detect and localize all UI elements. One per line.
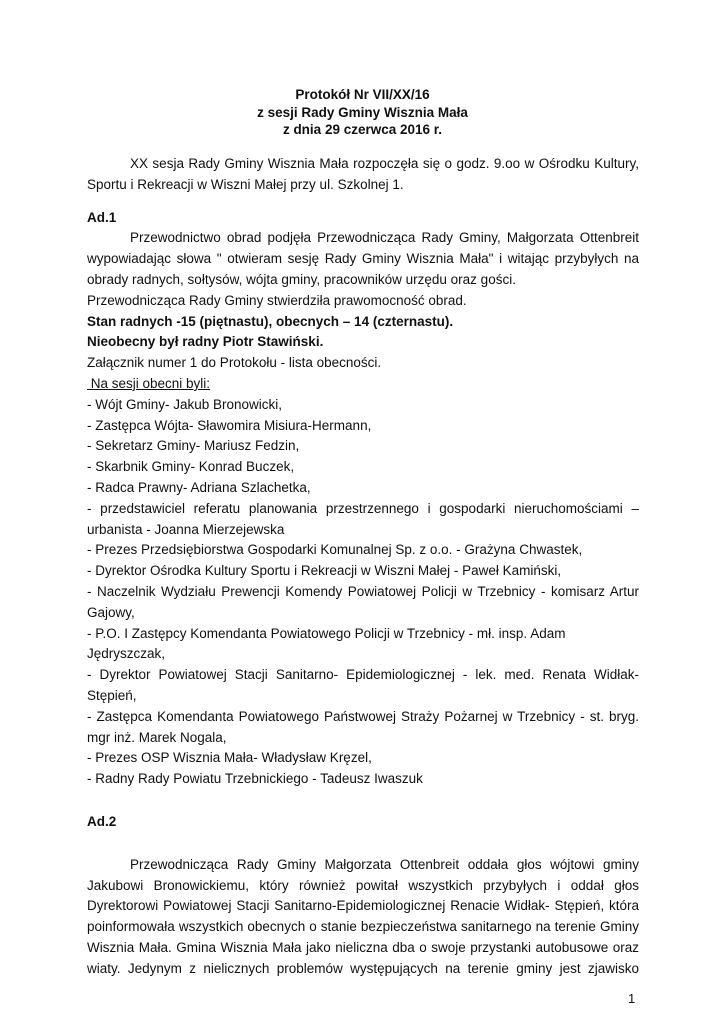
absent-member: Nieobecny był radny Piotr Stawiński. xyxy=(87,334,324,350)
section-heading-ad1: Ad.1 xyxy=(87,209,117,225)
opening-paragraph: Przewodnictwo obrad podjęła Przewodnicząca Rady Gminy, Małgorzata Ottenbreit wypowiadając słowa " otwieram sesję Rady Gminy Wisznia Mała" i witając przybyłych na obrady radnych, sołtysów, wójta gminy, pracowników urzędu oraz gości. xyxy=(87,230,639,287)
document-body xyxy=(87,154,639,979)
attendee-item: - przedstawiciel referatu planowania przestrzennego i gospodarki nieruchomościami – urbanista - Joanna Mierzejewska xyxy=(87,500,639,537)
attendee-item: - Wójt Gminy- Jakub Bronowicki, xyxy=(87,396,283,412)
protocol-title: Protokół Nr VII/XX/16 xyxy=(295,87,430,102)
attendee-item: - Zastępca Komendanta Powiatowego Państwowej Straży Pożarnej w Trzebnicy - st. bryg. mgr inż. Marek Nogala, xyxy=(87,708,639,745)
ad2-paragraph: Przewodnicząca Rady Gminy Małgorzata Ottenbreit oddała głos wójtowi gminy Jakubowi Bronowickiemu, który również powitał wszystkich przybyłych i oddał głos Dyrektorowi Powiatowej Stacji Sanitarno-Epidemiologicznej Renacie Widłak- Stępień, która poinformowała wszystkich obecnych o stanie bezpieczeństwa sanitarnego na terenie Gminy Wisznia Mała. Gmina Wisznia Mała jako nieliczna dba o swoje przystanki autobusowe oraz wiaty. Jedynym z nielicznych problemów występujących na terenie gminy jest zjawisko xyxy=(87,856,639,976)
present-label: Na sesji obecni byli: xyxy=(87,375,211,391)
attendee-item: - Prezes OSP Wisznia Mała- Władysław Kręzel, xyxy=(87,750,372,766)
attendee-item: - Sekretarz Gminy- Mariusz Fedzin, xyxy=(87,438,300,454)
attendee-item: - Zastępca Wójta- Sławomira Misiura-Hermann, xyxy=(87,417,372,433)
protocol-header xyxy=(0,86,725,139)
attendee-item: - Radca Prawny- Adriana Szlachetka, xyxy=(87,479,311,495)
section-heading-ad2: Ad.2 xyxy=(87,813,117,829)
attendee-item: - Naczelnik Wydziału Prewencji Komendy Powiatowej Policji w Trzebnicy - komisarz Artur Gajowy, xyxy=(87,583,639,620)
session-date: z dnia 29 czerwca 2016 r. xyxy=(282,122,443,137)
attendee-item: - Prezes Przedsiębiorstwa Gospodarki Komunalnej Sp. z o.o. - Grażyna Chwastek, xyxy=(87,542,583,558)
attendee-item: - Dyrektor Powiatowej Stacji Sanitarno- Epidemiologicznej - lek. med. Renata Widłak-Stępień, xyxy=(87,667,639,703)
intro-paragraph: XX sesja Rady Gminy Wisznia Mała rozpoczęła się o godz. 9.oo w Ośrodku Kultury, Sportu i Rekreacji w Wiszni Małej przy ul. Szkolnej 1. xyxy=(87,156,639,192)
attendee-item: - Dyrektor Ośrodka Kultury Sportu i Rekreacji w Wiszni Małej - Paweł Kamiński, xyxy=(87,563,562,579)
council-count: Stan radnych -15 (piętnastu), obecnych – 14 (czternastu). xyxy=(87,313,454,329)
attendee-item: - Radny Rady Powiatu Trzebnickiego - Tadeusz Iwaszuk xyxy=(87,771,423,787)
attendee-item: - P.O. I Zastępcy Komendanta Powiatowego Policji w Trzebnicy - mł. insp. Adam Jędryszczak, xyxy=(87,625,566,662)
quorum-statement: Przewodnicząca Rady Gminy stwierdziła prawomocność obrad. xyxy=(87,292,467,308)
page-number: 1 xyxy=(628,991,636,1006)
attendee-item: - Skarbnik Gminy- Konrad Buczek, xyxy=(87,459,295,475)
attachment-note: Załącznik numer 1 do Protokołu - lista obecności. xyxy=(87,355,382,371)
session-name: z sesji Rady Gminy Wisznia Mała xyxy=(257,104,468,120)
